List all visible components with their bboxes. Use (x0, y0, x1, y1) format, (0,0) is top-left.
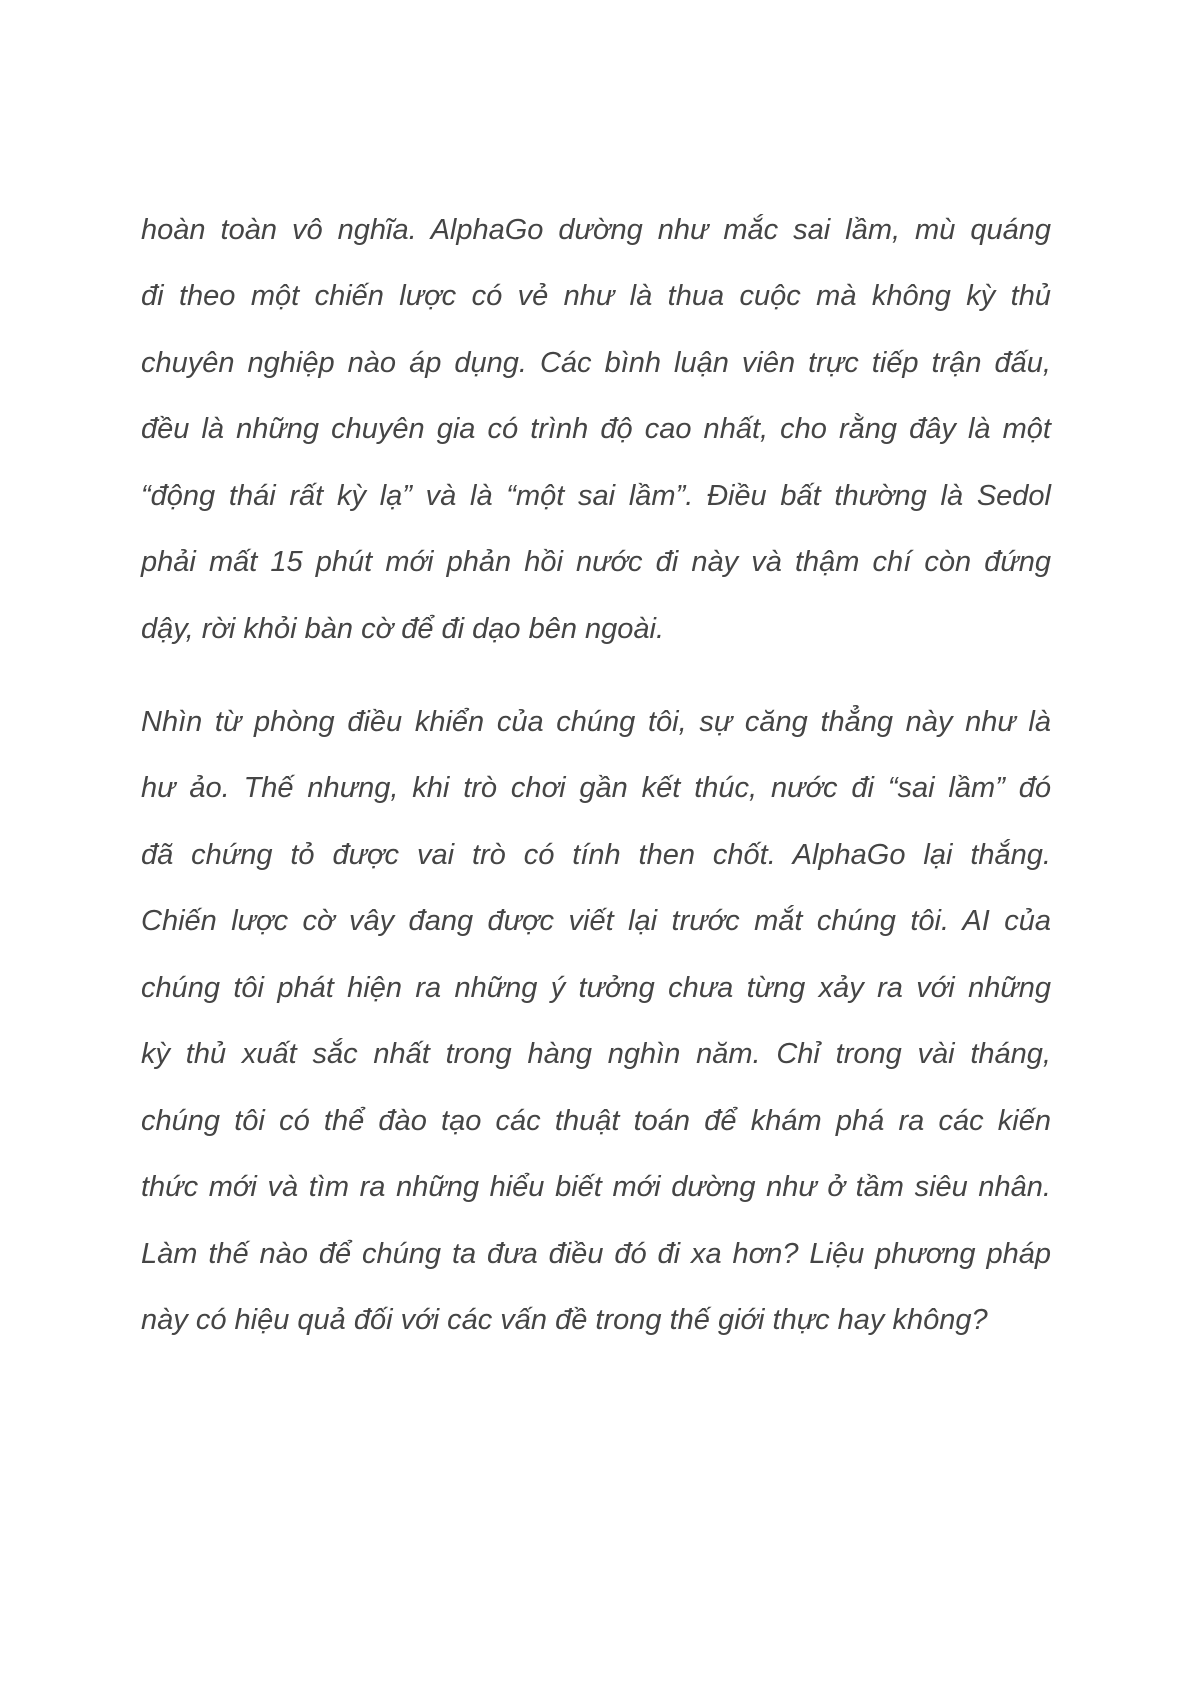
text-line: dậy, rời khỏi bàn cờ để đi dạo bên ngoài. (141, 613, 665, 645)
text-line: Chiến lược cờ vây đang được viết lại trước mắt chúng tôi. AI của (141, 905, 1051, 937)
text-line: kỳ thủ xuất sắc nhất trong hàng nghìn năm. Chỉ trong vài tháng, (141, 1038, 1051, 1070)
text-line: thức mới và tìm ra những hiểu biết mới dường như ở tầm siêu nhân. (141, 1171, 1051, 1203)
text-line: đều là những chuyên gia có trình độ cao nhất, cho rằng đây là một (141, 413, 1051, 445)
text-line: hư ảo. Thế nhưng, khi trò chơi gần kết thúc, nước đi “sai lầm” đó (141, 772, 1051, 804)
text-line: đã chứng tỏ được vai trò có tính then chốt. AlphaGo lại thắng. (141, 839, 1051, 871)
text-line: Nhìn từ phòng điều khiển của chúng tôi, sự căng thẳng này như là (141, 706, 1051, 738)
text-line: này có hiệu quả đối với các vấn đề trong thế giới thực hay không? (141, 1304, 988, 1336)
text-line: “động thái rất kỳ lạ” và là “một sai lầm”. Điều bất thường là Sedol (141, 480, 1051, 512)
text-line: chúng tôi có thể đào tạo các thuật toán để khám phá ra các kiến (141, 1105, 1051, 1137)
text-line: phải mất 15 phút mới phản hồi nước đi này và thậm chí còn đứng (141, 546, 1051, 578)
text-line: Làm thế nào để chúng ta đưa điều đó đi xa hơn? Liệu phương pháp (141, 1238, 1051, 1270)
text-line: hoàn toàn vô nghĩa. AlphaGo dường như mắc sai lầm, mù quáng (141, 214, 1051, 246)
text-line: chuyên nghiệp nào áp dụng. Các bình luận viên trực tiếp trận đấu, (141, 347, 1051, 379)
text-line: đi theo một chiến lược có vẻ như là thua cuộc mà không kỳ thủ (141, 280, 1051, 312)
text-line: chúng tôi phát hiện ra những ý tưởng chưa từng xảy ra với những (141, 972, 1051, 1004)
